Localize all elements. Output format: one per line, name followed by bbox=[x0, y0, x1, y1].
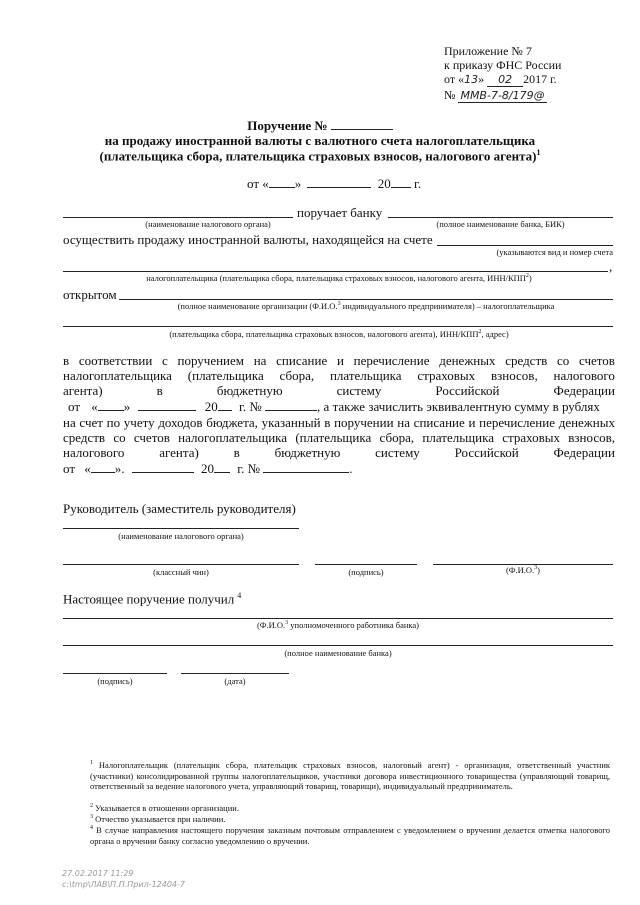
received-signature-field[interactable] bbox=[63, 673, 167, 674]
appendix-date: от «13» 02 2017 г. bbox=[444, 72, 557, 86]
footnote-1: $^1$ Налогоплательщик (плательщик сбора, плательщик страховых взносов, налоговый агент) - организация, ответственный участник (участники) консолидированной группы налогоплательщиков, участники договора инвестиционного товарищества (управляющий товарищ, ответственный за ведение налогового учета, управляющий товарищ, товарищи), индивидуальный предприниматель. bbox=[90, 759, 610, 792]
handwritten-day: 13 bbox=[464, 73, 479, 86]
handwritten-month: 02 bbox=[487, 73, 523, 87]
class-rank-field[interactable] bbox=[63, 564, 299, 565]
print-timestamp: 27.02.2017 11:29 bbox=[62, 869, 134, 878]
address-field[interactable] bbox=[63, 326, 613, 327]
received-bank-field[interactable] bbox=[63, 645, 613, 646]
received-date-field[interactable] bbox=[181, 673, 289, 674]
cap-received-bank: (полное наименование банка) bbox=[284, 648, 392, 658]
para-line-6: средств со счетов налогоплательщика (плательщика сбора, плательщика страховых взносов, bbox=[63, 430, 615, 445]
cap-taxpayer: налогоплательщика (плательщика сбора, плательщика страховых взносов, налогового агента, ИНН/КПП$^2$) bbox=[146, 273, 532, 283]
appendix-line2: к приказу ФНС России bbox=[444, 58, 562, 72]
cap-account-type: (указываются вид и номер счета bbox=[496, 247, 613, 257]
account-field[interactable] bbox=[437, 245, 613, 246]
cap-received-signature: (подпись) bbox=[97, 676, 133, 686]
handwritten-number: ММВ-7-8/179@ bbox=[460, 89, 545, 102]
cap-tax-authority: (наименование налогового органа) bbox=[145, 219, 271, 229]
organization-field[interactable] bbox=[119, 299, 613, 300]
para-line-3: агента) в бюджетную систему Российской Федерации bbox=[63, 383, 615, 398]
cap-bank-full: (полное наименование банка, БИК) bbox=[436, 219, 565, 229]
taxpayer-field[interactable] bbox=[63, 271, 608, 272]
signature-head: Руководитель (заместитель руководителя) bbox=[63, 501, 296, 516]
comma: , bbox=[609, 259, 613, 274]
tax-authority-field[interactable] bbox=[63, 217, 293, 218]
appendix-number: № ММВ-7-8/179@ bbox=[444, 88, 545, 102]
cap-received-date: (дата) bbox=[224, 676, 246, 686]
appendix-line1: Приложение № 7 bbox=[444, 44, 532, 58]
footnote-2: $^2$ Указывается в отношении организации. bbox=[90, 802, 239, 813]
cap-class-rank: (классный чин) bbox=[153, 567, 209, 577]
file-path: c:\tmp\ЛАВ\П.П.Прил-12404-7 bbox=[62, 880, 185, 889]
title-line1: Поручение № bbox=[0, 118, 640, 134]
cap-sig-tax-authority: (наименование налогового органа) bbox=[118, 531, 244, 541]
cap-sig-fio: (Ф.И.О.$^3$) bbox=[505, 565, 541, 575]
document-date: от « » 20 г. bbox=[247, 176, 422, 191]
sig-tax-authority-field[interactable] bbox=[63, 528, 299, 529]
title-line3: (плательщика сбора, плательщика страховых взносов, налогового агента)$^1$ bbox=[99, 148, 541, 164]
received-head: Настоящее поручение получил $^4$ bbox=[63, 591, 242, 607]
cap-taxpayer2: (плательщика сбора, плательщика страховых взносов, налогового агента), ИНН/КПП$^2$, адрес) bbox=[169, 329, 509, 339]
footnote-4: $^4$ В случае направления настоящего поручения заказным почтовым отправлением с уведомлением о вручении делается отметка налогового органа о вручении банку согласно уведомлению о вручении. bbox=[90, 824, 610, 846]
para-line-5: на счет по учету доходов бюджета, указанный в поручении на списание и перечисление денежных bbox=[63, 415, 615, 430]
cap-sig-signature: (подпись) bbox=[348, 567, 384, 577]
para-line-1: в соответствии с поручением на списание и перечисление денежных средств со счетов bbox=[63, 353, 615, 368]
sig-signature-field[interactable] bbox=[315, 564, 417, 565]
opened-text: открытом bbox=[63, 287, 117, 302]
cap-bank-employee: (Ф.И.О.$^3$ уполномоченного работника банка) bbox=[256, 620, 420, 630]
para-line-7: налогового агента) в бюджетную систему Российской Федерации bbox=[63, 445, 615, 460]
instructs-bank-text: поручает банку bbox=[297, 205, 383, 220]
title-line2: на продажу иностранной валюты с валютного счета налогоплательщика bbox=[104, 133, 536, 148]
para-line-4: от « » 20 г. № , а также зачислить эквивалентную сумму в рублях bbox=[68, 399, 600, 414]
para-line-8: от « ». 20 г. № . bbox=[63, 461, 353, 476]
bank-field[interactable] bbox=[388, 217, 613, 218]
footnote-3: $^3$ Отчество указывается при наличии. bbox=[90, 813, 226, 824]
sell-currency-text: осуществить продажу иностранной валюты, находящейся на счете bbox=[63, 232, 433, 247]
cap-organization: (полное наименование организации (Ф.И.О.$^3$ индивидуального предпринимателя) – налогоплательщика bbox=[177, 301, 555, 311]
bank-employee-field[interactable] bbox=[63, 618, 613, 619]
para-line-2: налогоплательщика (плательщика сбора, плательщика страховых взносов, налогового bbox=[63, 368, 615, 383]
